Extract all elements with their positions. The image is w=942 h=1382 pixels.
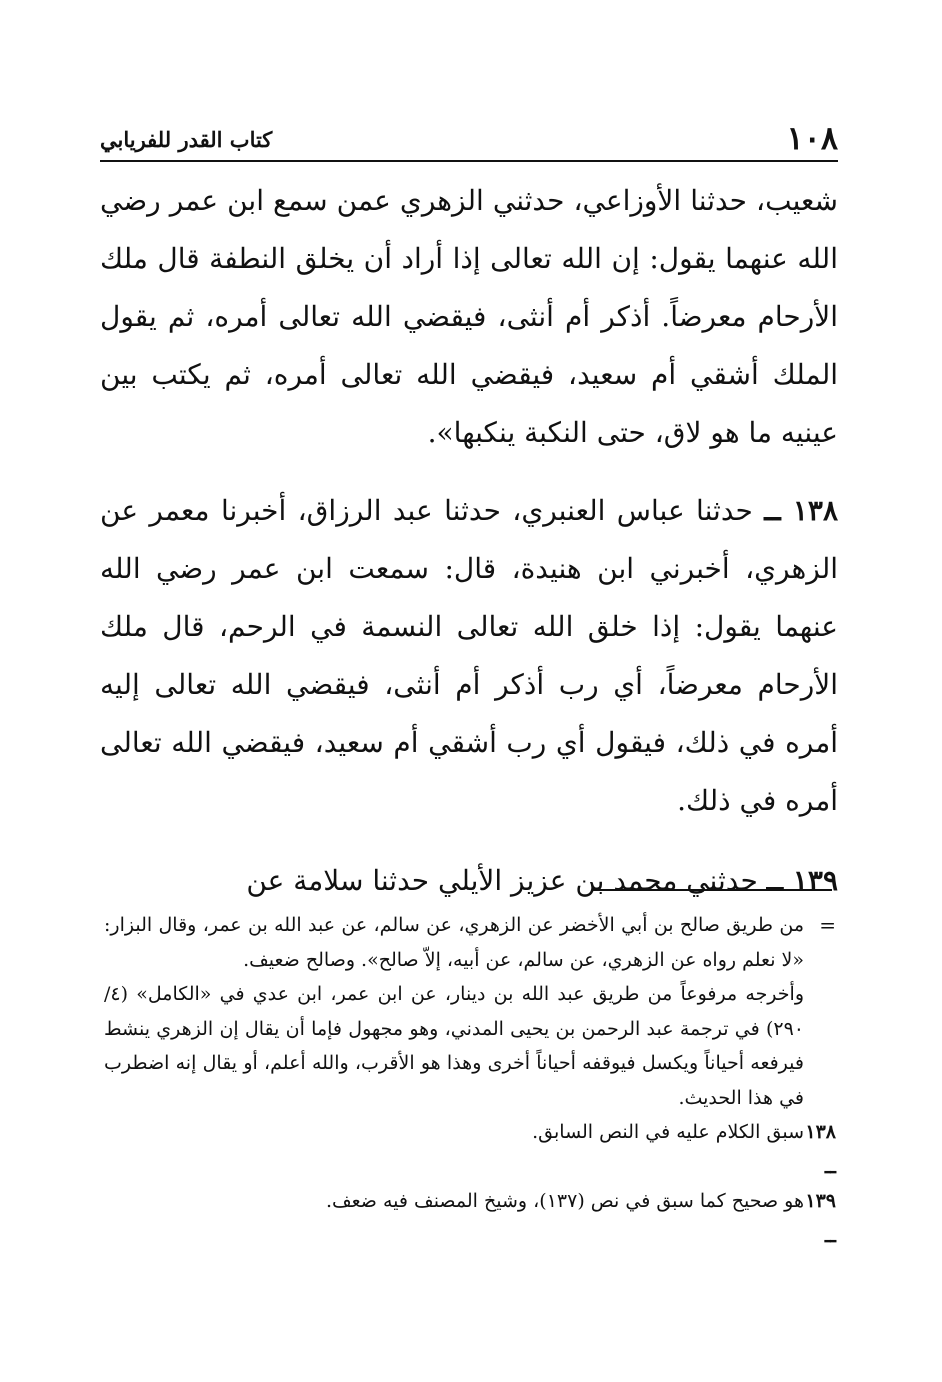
footnote-paragraph: من طريق صالح بن أبي الأخضر عن الزهري، عن سالم، عن عبد الله بن عمر، وقال البزار: «لا نعلم رواه عن الزهري، عن سالم، عن أبيه، إلاّ صالح». وصالح ضعيف. xyxy=(104,914,804,971)
hadith-number: ١٣٩ ــ xyxy=(766,864,838,897)
footnote-divider xyxy=(592,889,832,891)
footnote-continuation xyxy=(104,908,836,1115)
footnote-138 xyxy=(104,1115,836,1184)
footnote-number: ١٣٩ ــ xyxy=(805,1190,836,1247)
hadith-text: حدثنا عباس العنبري، حدثنا عبد الرزاق، أخبرنا معمر عن الزهري، أخبرني ابن هنيدة، قال: سمعت ابن عمر رضي الله عنهما يقول: إذا خلق الله تعالى النسمة في الرحم، قال ملك الأرحام معرضاً، أي رب أذكر أم أنثى، فيقضي الله تعالى إليه أمره في ذلك، فيقول أي رب أشقي أم سعيد، فيقضي الله تعالى أمره في ذلك. xyxy=(100,494,838,817)
footnote-text: سبق الكلام عليه في النص السابق. xyxy=(532,1121,804,1143)
footnote-text: هو صحيح كما سبق في نص (١٣٧)، وشيخ المصنف فيه ضعف. xyxy=(325,1190,804,1212)
hadith-138 xyxy=(100,482,838,830)
footnote-number: ١٣٨ ــ xyxy=(805,1121,836,1178)
paragraph-continuation: شعيب، حدثنا الأوزاعي، حدثني الزهري عمن سمع ابن عمر رضي الله عنهما يقول: إن الله تعالى إذا أراد أن يخلق النطفة قال ملك الأرحام معرضاً. أذكر أم أنثى، فيقضي الله تعالى أمره، ثم يقول الملك أشقي أم سعيد، فيقضي الله تعالى أمره، ثم يكتب بين عينيه ما هو لاق، حتى النكبة ينكبها». xyxy=(100,184,838,449)
page-header xyxy=(100,118,838,162)
footnote-paragraph: وأخرجه مرفوعاً من طريق عبد الله بن دينار، عن ابن عمر، ابن عدي في «الكامل» (٤/ ٢٩٠) في ترجمة عبد الرحمن بن يحيى المدني، وهو مجهول فإما أن يقال إن الزهري ينشط فيرفعه أحياناً ويكسل فيوقفه أحياناً أخرى وهذا هو الأقرب، والله أعلم، أو يقال إنه اضطرب في هذا الحديث. xyxy=(104,983,804,1109)
page-number: ١٠٨ xyxy=(786,119,838,157)
footnotes xyxy=(104,908,836,1253)
hadith-139 xyxy=(100,852,838,910)
footnote-139 xyxy=(104,1184,836,1253)
main-text xyxy=(100,172,838,910)
hadith-number: ١٣٨ ــ xyxy=(764,494,839,527)
continuation-mark: = xyxy=(819,913,836,937)
hadith-text: حدثني محمد بن عزيز الأيلي حدثنا سلامة عن xyxy=(246,864,758,897)
book-title: كتاب القدر للفريابي xyxy=(100,127,273,152)
